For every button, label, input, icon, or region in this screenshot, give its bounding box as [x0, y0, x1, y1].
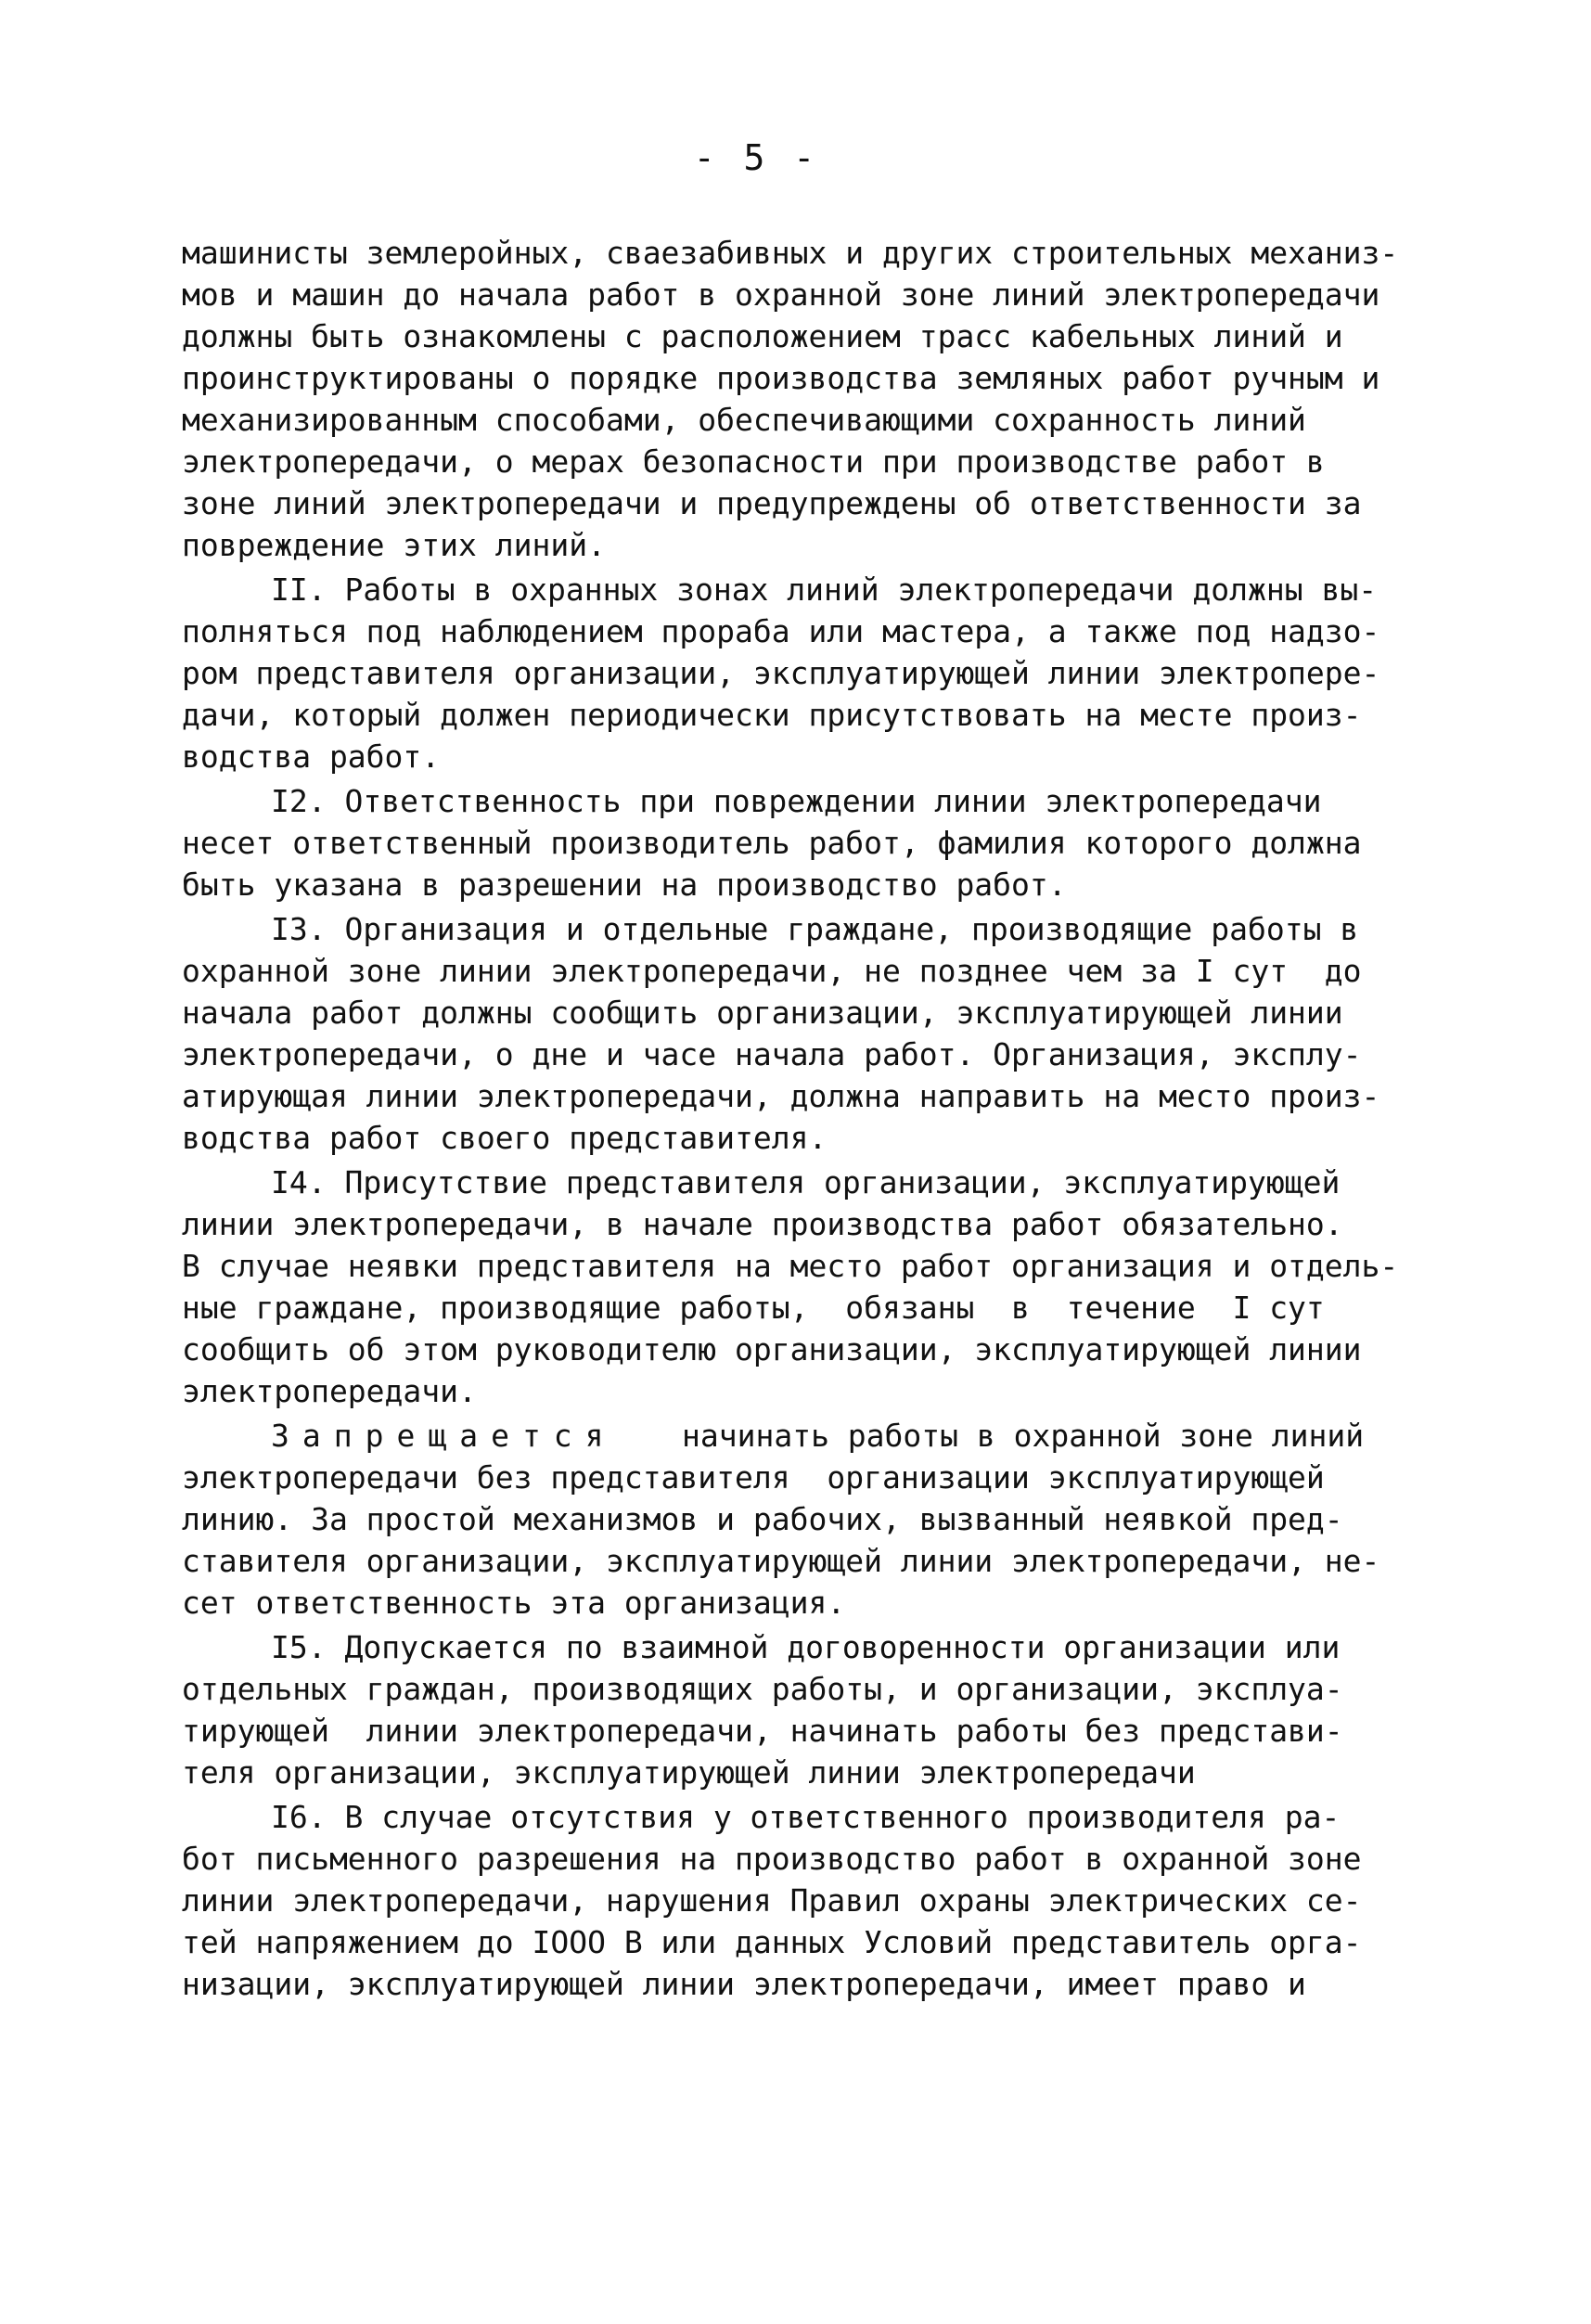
text-line: зоне линий электропередачи и предупреждены об ответственности за [182, 485, 1362, 521]
text-line: начала работ должны сообщить организации, эксплуатирующей линии [182, 995, 1343, 1031]
text-line: должны быть ознакомлены с расположением трасс кабельных линий и [182, 318, 1343, 354]
text-line: водства работ. [182, 738, 441, 775]
paragraph-16-first-line: I6. В случае отсутствия у ответственного производителя ра- [271, 1799, 1341, 1835]
text-line: тей напряжением до IOOO В или данных Условий представитель орга- [182, 1924, 1362, 1960]
text-line: охранной зоне линии электропередачи, не позднее чем за I сут до [182, 953, 1362, 989]
prohibited-emphasis: Запрещается [271, 1418, 617, 1454]
text-line: линии электропередачи, нарушения Правил охраны электрических се- [182, 1882, 1362, 1919]
text-line: электропередачи, о дне и часе начала работ. Организация, эксплу- [182, 1036, 1362, 1072]
text-line: водства работ своего представителя. [182, 1120, 828, 1156]
paragraph-12-first-line: I2. Ответственность при повреждении линии электропередачи [271, 783, 1322, 819]
text-line: начинать работы в охранной зоне линий [682, 1418, 1365, 1454]
text-line: электропередачи без представителя организации эксплуатирующей [182, 1459, 1325, 1496]
text-line: теля организации, эксплуатирующей линии электропередачи [182, 1754, 1196, 1791]
text-line: мов и машин до начала работ в охранной зоне линий электропередачи [182, 276, 1380, 313]
text-line: быть указана в разрешении на производство работ. [182, 867, 1067, 903]
text-line: В случае неявки представителя на место работ организация и отдель- [182, 1248, 1399, 1284]
text-line: электропередачи, о мерах безопасности при производстве работ в [182, 443, 1325, 480]
text-line: низации, эксплуатирующей линии электропередачи, имеет право и [182, 1966, 1306, 2002]
paragraph-15-first-line: I5. Допускается по взаимной договоренности организации или [271, 1629, 1341, 1665]
text-line: дачи, который должен периодически присутствовать на месте произ- [182, 697, 1362, 733]
text-line: линии электропередачи, в начале производства работ обязательно. [182, 1206, 1343, 1242]
text-line: отдельных граждан, производящих работы, и организации, эксплуа- [182, 1671, 1343, 1707]
page-number: - 5 - [693, 137, 819, 178]
text-line: ные граждане, производящие работы, обязаны в течение I сут [182, 1290, 1325, 1326]
text-line: бот письменного разрешения на производство работ в охранной зоне [182, 1841, 1362, 1877]
text-line: несет ответственный производитель работ, фамилия которого должна [182, 825, 1362, 861]
text-line: сет ответственность эта организация. [182, 1585, 846, 1621]
text-line: электропередачи. [182, 1373, 477, 1409]
text-line: повреждение этих линий. [182, 527, 606, 563]
paragraph-11-first-line: II. Работы в охранных зонах линий электропередачи должны вы- [271, 571, 1378, 608]
text-line: сообщить об этом руководителю организации, эксплуатирующей линии [182, 1331, 1362, 1367]
text-line: ставителя организации, эксплуатирующей линии электропередачи, не- [182, 1543, 1380, 1579]
text-line: машинисты землеройных, сваезабивных и других строительных механиз- [182, 235, 1399, 271]
text-line: тирующей линии электропередачи, начинать работы без представи- [182, 1713, 1343, 1749]
paragraph-14-first-line: I4. Присутствие представителя организации, эксплуатирующей [271, 1164, 1341, 1201]
text-line: проинструктированы о порядке производства земляных работ ручным и [182, 360, 1380, 396]
text-line: атирующая линии электропередачи, должна направить на место произ- [182, 1078, 1380, 1114]
text-line: линию. За простой механизмов и рабочих, вызванный неявкой пред- [182, 1501, 1343, 1537]
text-line: механизированным способами, обеспечивающими сохранность линий [182, 402, 1306, 438]
paragraph-13-first-line: I3. Организация и отдельные граждане, производящие работы в [271, 911, 1359, 947]
text-line: ром представителя организации, эксплуатирующей линии электропере- [182, 655, 1380, 691]
text-line: полняться под наблюдением прораба или мастера, а также под надзо- [182, 613, 1380, 649]
